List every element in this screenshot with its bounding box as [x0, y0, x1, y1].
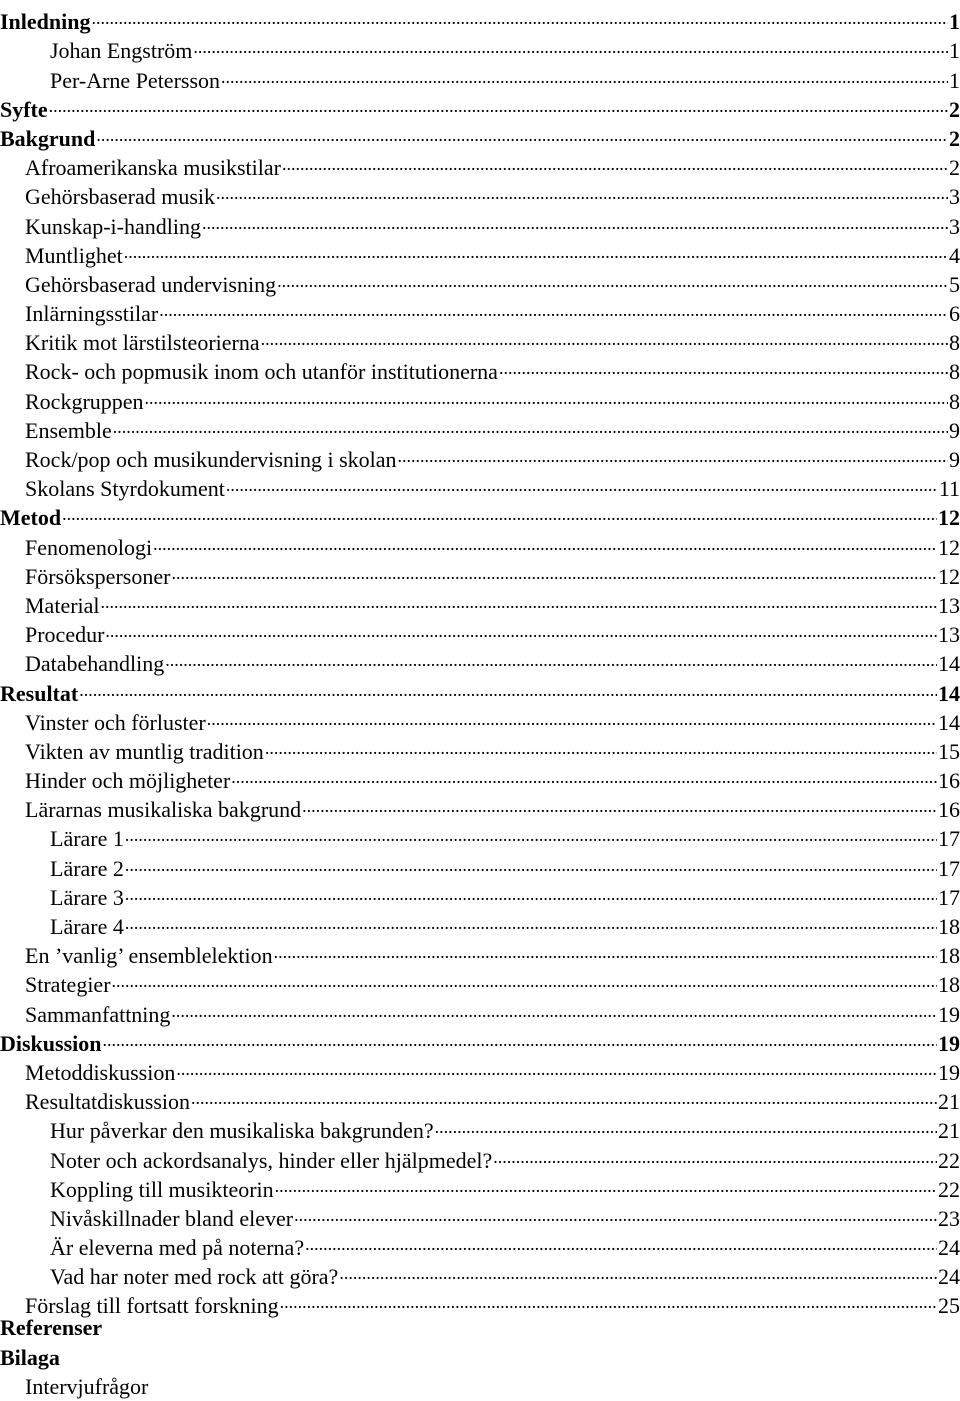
- toc-entry[interactable]: [0, 963, 960, 998]
- toc-entry-page-number: 12: [938, 534, 960, 560]
- toc-dot-leader: [112, 963, 937, 992]
- toc-entry[interactable]: [0, 905, 960, 939]
- toc-entry-page-number: 16: [938, 797, 960, 823]
- toc-entry[interactable]: [0, 1372, 960, 1401]
- toc-entry-title: Per-Arne Petersson: [50, 67, 221, 93]
- toc-entry-page-number: 11: [938, 476, 960, 502]
- toc-entry-title: Lärare 1: [50, 826, 124, 852]
- toc-entry-page-number: 1: [949, 38, 960, 64]
- toc-entry[interactable]: [0, 642, 960, 677]
- toc-entry-page-number: 24: [938, 1264, 960, 1290]
- toc-entry[interactable]: [0, 671, 960, 706]
- toc-entry-title: Procedur: [25, 622, 105, 648]
- toc-entry-title: Vad har noter med rock att göra?: [50, 1264, 339, 1290]
- toc-entry-title: Förslag till fortsatt forskning: [25, 1293, 279, 1319]
- toc-entry-title: Är eleverna med på noterna?: [50, 1235, 305, 1261]
- toc-dot-leader: [125, 876, 937, 905]
- toc-entry-page-number: 8: [949, 330, 960, 356]
- toc-entry-page-number: 12: [938, 505, 960, 531]
- toc-entry[interactable]: [0, 29, 960, 64]
- toc-dot-leader: [96, 117, 948, 146]
- toc-entry-title: Material: [25, 592, 100, 618]
- toc-entry[interactable]: [0, 1022, 960, 1056]
- toc-dot-leader: [231, 759, 937, 788]
- toc-entry[interactable]: [0, 584, 960, 618]
- toc-entry-title: Rock- och popmusik inom och utanför institutionerna: [25, 359, 498, 385]
- toc-entry-page-number: 8: [949, 388, 960, 414]
- toc-entry[interactable]: [0, 409, 960, 443]
- toc-entry-title: Syfte: [0, 96, 48, 122]
- toc-entry[interactable]: [0, 496, 960, 531]
- toc-entry-page-number: 2: [949, 125, 960, 151]
- toc-entry-page-number: 18: [938, 943, 960, 969]
- toc-entry-title: Resultat: [0, 680, 79, 706]
- toc-entry-title: Kritik mot lärstilsteorierna: [25, 330, 260, 356]
- toc-entry-page-number: 21: [938, 1118, 960, 1144]
- toc-entry-title: Referenser: [0, 1315, 103, 1341]
- toc-dot-leader: [105, 613, 937, 642]
- toc-entry-page-number: 13: [938, 622, 960, 648]
- toc-entry-title: Hinder och möjligheter: [25, 768, 231, 794]
- toc-entry-page-number: 24: [938, 1235, 960, 1261]
- toc-entry-page-number: 21: [938, 1089, 960, 1115]
- toc-dot-leader: [165, 642, 937, 671]
- toc-dot-leader: [124, 234, 948, 263]
- toc-entry-title: Afroamerikanska musikstilar: [25, 155, 281, 181]
- toc-entry-title: Metod: [0, 505, 62, 531]
- toc-dot-leader: [171, 555, 937, 584]
- toc-entry-page-number: 2: [949, 155, 960, 181]
- toc-dot-leader: [226, 467, 938, 496]
- toc-entry[interactable]: [0, 817, 960, 852]
- toc-entry-page-number: 13: [938, 592, 960, 618]
- toc-entry-title: Gehörsbaserad undervisning: [25, 271, 277, 297]
- toc-entry-title: Lärare 4: [50, 914, 124, 939]
- toc-entry-title: Skolans Styrdokument: [25, 476, 225, 502]
- toc-entry[interactable]: [0, 701, 960, 735]
- toc-entry-page-number: 6: [949, 301, 960, 327]
- toc-entry[interactable]: [0, 0, 960, 35]
- toc-entry-page-number: 9: [949, 417, 960, 443]
- toc-entry-title: Databehandling: [25, 651, 165, 677]
- toc-entry-title: Lärare 3: [50, 884, 124, 910]
- toc-entry-title: Muntlighet: [25, 242, 123, 268]
- toc-entry-title: Nivåskillnader bland elever: [50, 1205, 294, 1231]
- toc-dot-leader: [216, 175, 948, 204]
- toc-dot-leader: [125, 905, 937, 934]
- toc-dot-leader: [113, 409, 948, 438]
- toc-dot-leader: [101, 584, 937, 613]
- toc-entry-title: Lärarnas musikaliska bakgrund: [25, 797, 302, 823]
- toc-dot-leader: [62, 496, 937, 525]
- toc-entry-title: Strategier: [25, 972, 111, 998]
- toc-entry-title: Vinster och förluster: [25, 709, 206, 735]
- toc-entry-title: Vikten av muntlig tradition: [25, 738, 264, 764]
- toc-entry-title: Johan Engström: [50, 38, 193, 64]
- toc-entry-title: Rock/pop och musikundervisning i skolan: [25, 447, 397, 472]
- toc-dot-leader: [92, 0, 949, 29]
- toc-entry-page-number: 14: [938, 680, 960, 706]
- toc-entry-page-number: 22: [938, 1147, 960, 1173]
- toc-entry-title: Gehörsbaserad musik: [25, 184, 216, 210]
- toc-entry-title: Noter och ackordsanalys, hinder eller hjälpmedel?: [50, 1147, 493, 1173]
- toc-entry-page-number: 22: [938, 1176, 960, 1202]
- toc-entry-title: Kunskap-i-handling: [25, 213, 201, 239]
- toc-entry-title: Ensemble: [25, 417, 112, 443]
- toc-dot-leader: [294, 1197, 937, 1226]
- toc-entry-title: Inledning: [0, 9, 91, 35]
- toc-entry-page-number: 8: [949, 359, 960, 385]
- toc-entry-page-number: 1: [949, 67, 960, 93]
- toc-entry-page-number: 4: [949, 242, 960, 268]
- toc-entry[interactable]: [0, 992, 960, 1027]
- toc-dot-leader: [103, 1022, 937, 1051]
- toc-entry-title: Metoddiskussion: [25, 1059, 176, 1085]
- toc-entry[interactable]: [0, 525, 960, 560]
- toc-dot-leader: [339, 1255, 937, 1284]
- toc-entry-page-number: 1: [949, 9, 960, 35]
- toc-entry-page-number: 23: [938, 1205, 960, 1231]
- toc-entry-page-number: 12: [938, 563, 960, 589]
- toc-entry-title: Intervjufrågor: [25, 1373, 149, 1399]
- toc-dot-leader: [125, 846, 937, 875]
- toc-entry-title: Koppling till musikteorin: [50, 1176, 274, 1202]
- toc-dot-leader: [171, 992, 937, 1021]
- toc-entry-page-number: 15: [938, 738, 960, 764]
- toc-entry[interactable]: [0, 934, 960, 969]
- toc-entry-page-number: 19: [938, 1030, 960, 1056]
- toc-dot-leader: [145, 379, 948, 408]
- toc-dot-leader: [49, 88, 948, 117]
- toc-entry-page-number: 18: [938, 914, 960, 939]
- toc-dot-leader: [193, 29, 948, 58]
- toc-entry-page-number: 25: [938, 1293, 960, 1319]
- toc-dot-leader: [79, 671, 937, 700]
- toc-entry[interactable]: [0, 234, 960, 268]
- toc-dot-leader: [202, 204, 948, 233]
- toc-dot-leader: [302, 788, 937, 817]
- toc-entry-title: Diskussion: [0, 1030, 102, 1056]
- toc-entry[interactable]: [0, 438, 960, 472]
- toc-dot-leader: [493, 1138, 937, 1167]
- toc-entry[interactable]: [0, 146, 960, 181]
- toc-entry-page-number: 18: [938, 972, 960, 998]
- toc-entry[interactable]: [0, 613, 960, 648]
- toc-entry-title: Hur påverkar den musikaliska bakgrunden?: [50, 1118, 434, 1144]
- toc-dot-leader: [282, 146, 948, 175]
- toc-dot-leader: [207, 701, 937, 730]
- toc-dot-leader: [305, 1226, 937, 1255]
- toc-entry-page-number: 9: [949, 447, 960, 472]
- toc-entry-page-number: 17: [938, 884, 960, 910]
- toc-dot-leader: [221, 58, 948, 87]
- toc-dot-leader: [125, 817, 937, 846]
- toc-dot-leader: [191, 1080, 937, 1109]
- toc-entry-page-number: 16: [938, 768, 960, 794]
- toc-dot-leader: [176, 1051, 937, 1080]
- toc-dot-leader: [261, 321, 948, 350]
- toc-entry-title: Rockgruppen: [25, 388, 144, 414]
- toc-entry-title: En ’vanlig’ ensemblelektion: [25, 943, 273, 969]
- toc-entry-page-number: 3: [949, 213, 960, 239]
- toc-entry-title: Inlärningsstilar: [25, 301, 159, 327]
- toc-entry-page-number: 14: [938, 651, 960, 677]
- toc-entry[interactable]: [0, 1051, 960, 1085]
- toc-dot-leader: [277, 263, 948, 292]
- toc-entry-title: Bakgrund: [0, 125, 96, 151]
- toc-entry-page-number: 17: [938, 826, 960, 852]
- toc-entry-title: Fenomenologi: [25, 534, 153, 560]
- toc-entry-title: Resultatdiskussion: [25, 1089, 191, 1115]
- toc-dot-leader: [499, 350, 948, 379]
- toc-entry-title: Sammanfattning: [25, 1001, 171, 1027]
- toc-entry-page-number: 17: [938, 855, 960, 881]
- toc-entry-page-number: 5: [949, 271, 960, 297]
- toc-dot-leader: [280, 1284, 937, 1313]
- toc-entry[interactable]: [0, 88, 960, 122]
- toc-entry-page-number: 3: [949, 184, 960, 210]
- toc-entry-page-number: 19: [938, 1059, 960, 1085]
- toc-dot-leader: [435, 1109, 937, 1138]
- toc-entry[interactable]: [0, 379, 960, 414]
- toc-entry-page-number: 2: [949, 96, 960, 122]
- toc-entry[interactable]: [0, 846, 960, 881]
- toc-dot-leader: [275, 1168, 937, 1197]
- toc-entry[interactable]: [0, 117, 960, 151]
- toc-entry[interactable]: [0, 263, 960, 297]
- toc-dot-leader: [265, 730, 937, 759]
- toc-entry[interactable]: [0, 1343, 960, 1372]
- toc-entry[interactable]: [0, 876, 960, 910]
- toc-dot-leader: [398, 438, 948, 467]
- toc-dot-leader: [159, 292, 948, 321]
- toc-dot-leader: [153, 525, 937, 554]
- toc-entry-title: Bilaga: [0, 1344, 60, 1370]
- toc-entry-title: Försökspersoner: [25, 563, 171, 589]
- toc-entry-title: Lärare 2: [50, 855, 124, 881]
- toc-entry-page-number: 14: [938, 709, 960, 735]
- toc-entry-page-number: 19: [938, 1001, 960, 1027]
- toc-dot-leader: [274, 934, 937, 963]
